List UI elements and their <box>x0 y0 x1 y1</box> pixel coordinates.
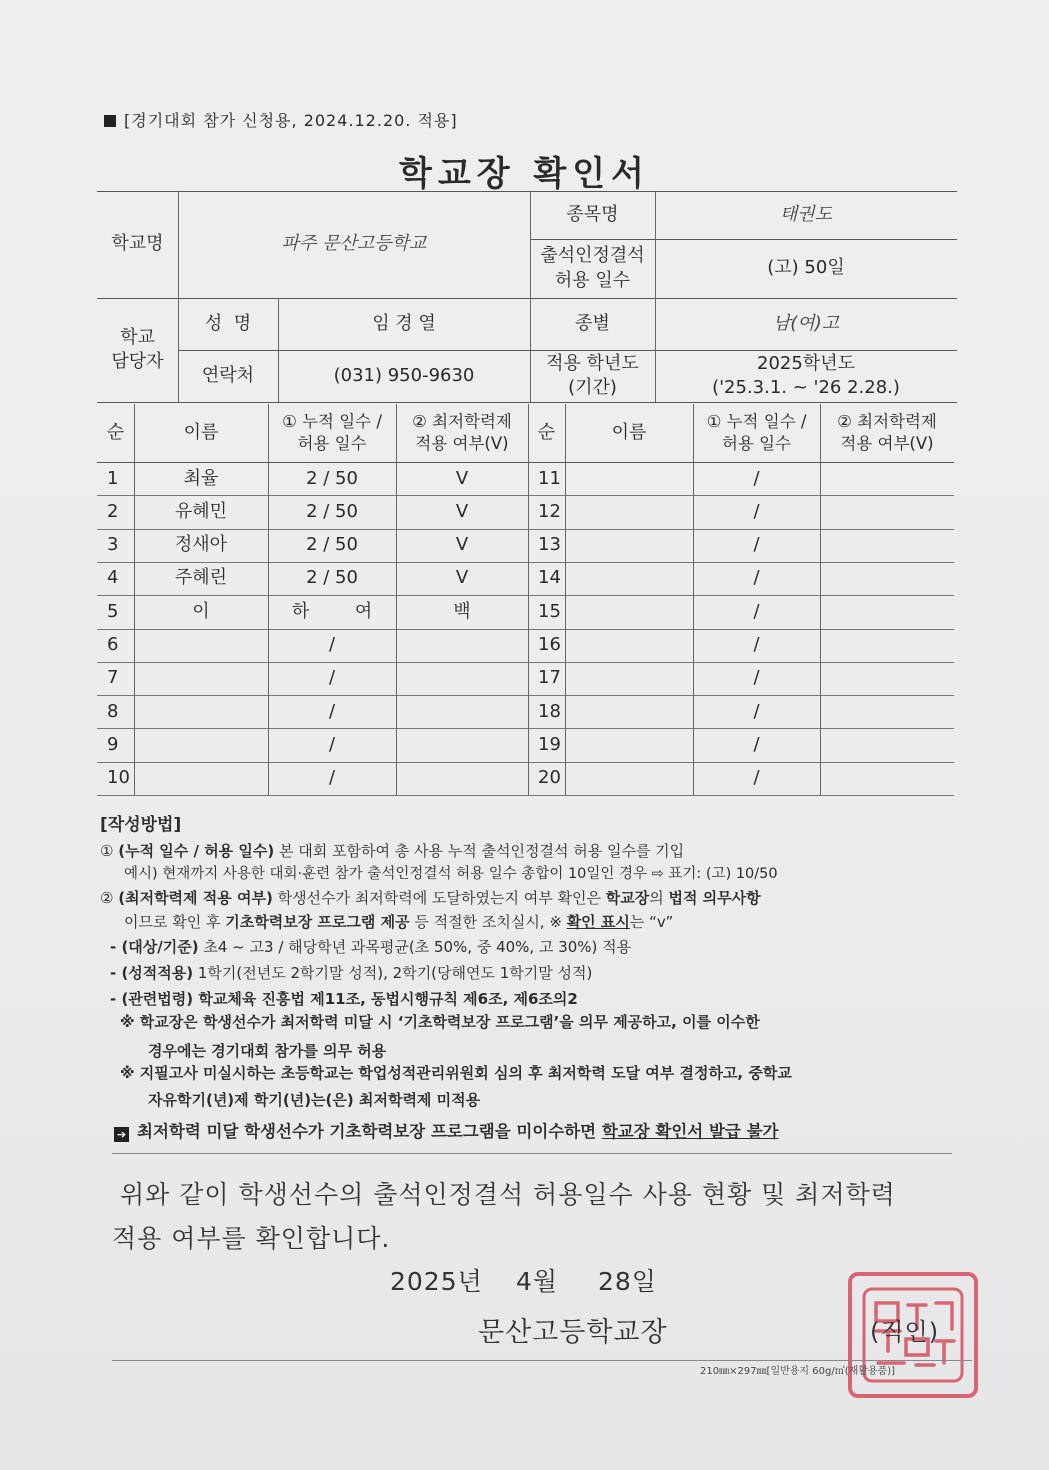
row-days: / <box>328 767 336 789</box>
bullet1-text: 초4 ~ 고3 / 해당학년 과목평균(초 50%, 중 40%, 고 30%) 적용 <box>198 938 632 956</box>
header-min-line1: ② 최저학력제 <box>412 411 512 431</box>
name-label: 성 명 <box>204 312 252 334</box>
instruction-item-2 <box>100 889 761 909</box>
year-label-line1: 적용 학년도 <box>546 352 639 374</box>
date-month: 4월 <box>516 1267 559 1296</box>
square-bullet-icon <box>104 115 116 127</box>
row-name <box>565 695 693 728</box>
row-name <box>565 662 693 695</box>
row-number: 3 <box>107 534 119 556</box>
row-check <box>820 695 954 728</box>
row-number: 10 <box>107 767 130 789</box>
row-days: / <box>753 467 760 489</box>
row-number: 7 <box>107 667 119 689</box>
item2-bold-b: 학교장 <box>605 889 650 907</box>
absence-label-line1: 출석인정결석 <box>540 245 645 267</box>
row-name <box>565 629 693 662</box>
event-label: 종목명 <box>566 203 619 225</box>
note-1-line1: ※ 학교장은 학생선수가 최저학력 미달 시 ‘기초학력보장 프로그램’을 의무 제공하고, 이를 이수한 <box>120 1013 760 1031</box>
header-days-line2: 허용 일수 <box>721 434 791 453</box>
absence-label <box>530 239 655 298</box>
form-usage-note <box>104 108 458 131</box>
item2-number: ② <box>100 889 114 907</box>
form-usage-text: [경기대회 참가 신청용, 2024.12.20. 적용] <box>124 111 458 130</box>
bullet3-text: 학교체육 진흥법 제11조, 동법시행규칙 제6조, 제6조의2 <box>193 990 578 1008</box>
header-no-right: 순 <box>537 421 556 443</box>
item1-text: 본 대회 포함하여 총 사용 누적 출석인정결석 허용 일수를 기입 <box>274 842 685 860</box>
item2-line2-mark: 확인 표시 <box>566 913 630 931</box>
warning-text: 최저학력 미달 학생선수가 기초학력보장 프로그램을 미이수하면 <box>137 1122 602 1141</box>
year-label-line2: (기간) <box>568 377 617 398</box>
row-check <box>820 662 954 695</box>
row-check: 백 <box>453 600 471 622</box>
bullet-law <box>110 990 578 1010</box>
seal-label: (직인) <box>870 1318 940 1346</box>
row-days: 2 / 50 <box>306 567 358 589</box>
row-check <box>820 495 954 528</box>
closing-line-1: 위와 같이 학생선수의 출석인정결석 허용일수 사용 현황 및 최저학력 <box>120 1180 896 1209</box>
year-value-line1: 2025학년도 <box>757 352 855 374</box>
row-check: V <box>455 500 469 522</box>
bullet-grades <box>110 964 592 984</box>
row-number: 4 <box>107 567 119 589</box>
header-name-right: 이름 <box>611 421 647 443</box>
header-min-line1: ② 최저학력제 <box>837 411 937 431</box>
item1-bold: (누적 일수 / 허용 일수) <box>118 842 275 860</box>
staff-label-line1: 학교 <box>120 326 155 348</box>
row-number: 13 <box>538 534 561 556</box>
bullet2-bold: - (성적적용) <box>110 964 194 982</box>
row-days: / <box>753 700 760 722</box>
row-days: / <box>753 767 760 789</box>
header-days-line1: ① 누적 일수 / <box>282 411 382 431</box>
gender-value: 남(여)고 <box>772 312 840 334</box>
section-divider <box>112 1153 952 1154</box>
row-days: 하 여 <box>291 600 373 622</box>
note-1-line2: 경우에는 경기대회 참가를 의무 허용 <box>148 1042 387 1060</box>
row-name <box>565 495 693 528</box>
row-name <box>134 662 268 695</box>
row-days: / <box>328 667 336 689</box>
year-value <box>655 350 957 402</box>
row-check: V <box>455 534 469 556</box>
bullet3-bold: - (관련법령) <box>110 990 194 1008</box>
row-name: 유혜민 <box>174 500 228 522</box>
paper-spec-note: 210㎜×297㎜[일반용지 60g/㎡(재활용품)] <box>700 1366 896 1377</box>
row-number: 2 <box>107 500 119 522</box>
date-year: 2025년 <box>390 1267 483 1296</box>
row-name <box>565 762 693 795</box>
principal-title: 문산고등학교장 <box>478 1317 668 1348</box>
bullet-target <box>110 938 631 958</box>
row-check <box>396 629 528 662</box>
bullet2-text: 1학기(전년도 2학기말 성적), 2학기(당해연도 1학기말 성적) <box>193 964 593 982</box>
header-days-line1: ① 누적 일수 / <box>706 411 807 431</box>
row-number: 1 <box>107 467 119 489</box>
header-days-line2: 허용 일수 <box>297 434 367 453</box>
row-name: 정새아 <box>174 534 228 556</box>
header-name-left: 이름 <box>183 421 219 443</box>
header-min-right <box>820 404 954 462</box>
item2-text-c: 의 <box>649 889 669 907</box>
row-name <box>565 462 693 495</box>
row-check <box>820 629 954 662</box>
name-value: 임 경 열 <box>372 312 436 334</box>
row-check <box>820 462 954 495</box>
bullet1-bold: - (대상/기준) <box>110 938 199 956</box>
row-check: V <box>455 467 469 489</box>
year-value-line2: ('25.3.1. ~ '26 2.28.) <box>712 377 900 398</box>
absence-value: (고) 50일 <box>767 257 845 279</box>
row-name <box>134 629 268 662</box>
row-number: 5 <box>107 600 119 622</box>
row-check <box>820 595 954 628</box>
item2-text-a: 학생선수가 최저학력에 도달하였는지 여부 확인은 <box>272 889 606 907</box>
row-days: / <box>753 733 760 755</box>
header-min-line2: 적용 여부(V) <box>840 434 934 453</box>
header-days-left <box>268 404 396 462</box>
row-check <box>820 529 954 562</box>
row-days: / <box>328 733 336 755</box>
row-check <box>820 562 954 595</box>
row-check <box>396 762 528 795</box>
item2-line2-bold: 기초학력보장 프로그램 제공 <box>225 913 410 931</box>
row-days: / <box>753 534 760 556</box>
row-name <box>565 728 693 761</box>
row-days: 2 / 50 <box>306 534 358 556</box>
note-2-line1: ※ 지필고사 미실시하는 초등학교는 학업성적관리위원회 심의 후 최저학력 도달 여부 결정하고, 중학교 <box>120 1064 792 1082</box>
row-days: 2 / 50 <box>306 500 358 522</box>
row-days: / <box>753 634 760 655</box>
row-days: / <box>753 600 760 622</box>
item2-bold: (최저학력제 적용 여부) <box>118 889 273 907</box>
instruction-example: 예시) 현재까지 사용한 대회·훈련 참가 출석인정결석 허용 일수 총합이 10일인 경우 ⇨ 표기: (고) 10/50 <box>124 866 778 882</box>
item1-number: ① <box>100 842 114 860</box>
row-check <box>396 662 528 695</box>
header-no-left: 순 <box>106 421 125 443</box>
row-name <box>565 529 693 562</box>
row-days: / <box>328 700 336 722</box>
row-number: 12 <box>538 500 561 522</box>
row-name <box>565 562 693 595</box>
row-number: 14 <box>538 567 561 589</box>
row-check <box>820 728 954 761</box>
row-name: 주혜린 <box>174 567 228 589</box>
row-number: 18 <box>538 700 561 722</box>
item2-bold-d: 법적 의무사항 <box>668 889 761 907</box>
table-row-line <box>97 795 954 796</box>
instruction-item-1 <box>100 842 684 862</box>
row-number: 17 <box>538 667 561 689</box>
row-days: / <box>753 567 760 589</box>
row-days: / <box>753 667 760 689</box>
row-check: V <box>455 567 469 589</box>
warning-line <box>114 1121 778 1142</box>
arrow-box-icon: ➔ <box>114 1127 129 1142</box>
row-number: 20 <box>538 767 561 789</box>
row-days: 2 / 50 <box>306 467 358 489</box>
row-number: 16 <box>538 634 561 655</box>
header-min-line2: 적용 여부(V) <box>415 434 509 453</box>
contact-label: 연락처 <box>201 364 255 386</box>
row-name: 이 <box>192 600 210 622</box>
absence-label-line2: 허용 일수 <box>554 269 631 291</box>
info-line-bottom <box>97 402 957 403</box>
warning-emphasis: 학교장 확인서 발급 불가 <box>601 1122 779 1141</box>
row-check <box>396 695 528 728</box>
header-min-left <box>396 404 528 462</box>
row-name: 최율 <box>183 467 219 489</box>
closing-line-2: 적용 여부를 확인합니다. <box>112 1224 391 1253</box>
row-check <box>820 762 954 795</box>
staff-label <box>97 298 178 402</box>
row-name <box>134 762 268 795</box>
row-days: / <box>328 634 336 655</box>
row-days: / <box>753 500 760 522</box>
instructions-heading: [작성방법] <box>100 815 182 835</box>
row-number: 15 <box>538 600 561 622</box>
row-number: 9 <box>107 733 119 755</box>
row-name <box>134 728 268 761</box>
footer-divider <box>112 1360 972 1361</box>
row-number: 6 <box>107 634 119 655</box>
year-label <box>530 350 655 402</box>
item2-line2-a: 이므로 확인 후 <box>124 913 226 931</box>
row-number: 19 <box>538 733 561 755</box>
item2-line2-b: 등 적절한 조치실시, ※ <box>409 913 567 931</box>
document-title: 학교장 확인서 <box>399 154 650 194</box>
event-value: 태권도 <box>779 203 833 225</box>
row-name <box>565 595 693 628</box>
instruction-item-2-line2 <box>124 913 673 933</box>
row-number: 11 <box>538 467 561 489</box>
row-number: 8 <box>107 700 119 722</box>
staff-label-line2: 담당자 <box>111 351 164 372</box>
school-value: 파주 문산고등학교 <box>281 233 427 255</box>
contact-value: (031) 950-9630 <box>333 364 475 386</box>
item2-line2-c: 는 “v” <box>629 913 674 931</box>
header-days-right <box>693 404 820 462</box>
row-check <box>396 728 528 761</box>
date-day: 28일 <box>598 1267 657 1296</box>
row-name <box>134 695 268 728</box>
school-label: 학교명 <box>111 233 164 255</box>
note-2-line2: 자유학기(년)제 학기(년)는(은) 최저학력제 미적용 <box>148 1091 481 1109</box>
gender-label: 종별 <box>575 312 610 334</box>
